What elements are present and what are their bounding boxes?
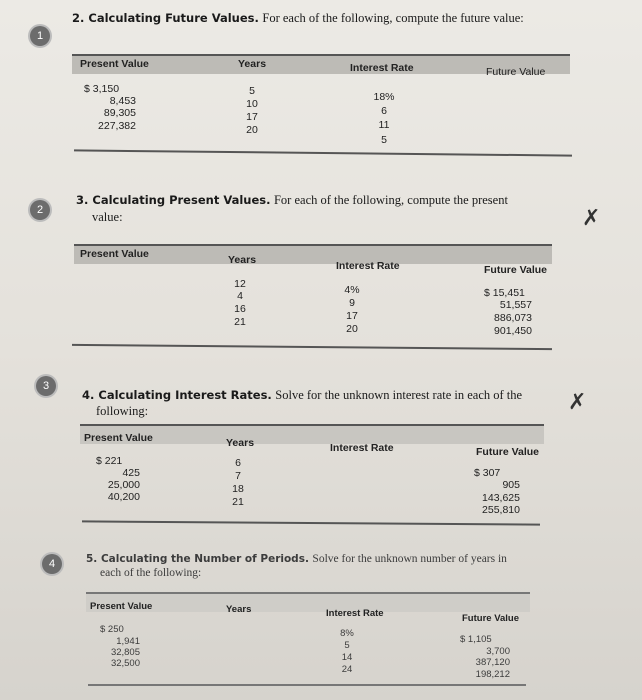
fv-cell: 387,120 (475, 657, 510, 668)
years-cell: 12 (234, 278, 246, 290)
rate-cell: 20 (346, 323, 358, 335)
table-bottom-rule (72, 344, 552, 350)
pv-cell: 32,805 (110, 647, 140, 658)
table-header-bar (86, 592, 530, 612)
fv-cell: 143,625 (482, 492, 520, 504)
pv-cell: 25,000 (107, 479, 140, 491)
pv-cell: $ 3,150 (84, 83, 120, 95)
problem-badge-2: 2 (30, 200, 50, 220)
section-title: 3. Calculating Present Values. (76, 193, 271, 207)
wrong-mark-icon: ✗ (582, 206, 601, 231)
table-bottom-rule (88, 684, 526, 686)
fv-cell: 901,450 (494, 325, 532, 337)
years-cell: 16 (234, 303, 246, 315)
pv-cell: 227,382 (98, 120, 136, 132)
rate-cell: 4% (344, 284, 360, 296)
col-interest-rate: Interest Rate (326, 608, 384, 619)
pv-cell: 89,305 (103, 107, 136, 119)
section-description: Solve for the unknown interest rate in each of the (275, 388, 523, 402)
col-interest-rate: Interest Rate (350, 62, 414, 74)
section-description-cont: each of the following: (100, 567, 202, 579)
years-cell: 17 (246, 111, 258, 123)
section-description: Solve for the unknown number of years in (312, 553, 507, 565)
pv-cell: $ 250 (100, 624, 124, 635)
rate-cell: 24 (341, 664, 353, 675)
col-years: Years (226, 604, 252, 615)
years-cell: 20 (246, 124, 258, 136)
pv-cell: $ 221 (96, 455, 123, 467)
section-heading (76, 192, 508, 208)
col-present-value: Present Value (80, 58, 149, 70)
wrong-mark-icon: ✗ (568, 390, 587, 415)
years-cell: 18 (232, 483, 244, 495)
rate-cell: 11 (378, 119, 390, 131)
rate-cell: 14 (341, 652, 353, 663)
section-description-cont: value: (92, 210, 123, 224)
section-title: 2. Calculating Future Values. (72, 11, 259, 25)
rate-cell: 18% (373, 91, 395, 103)
pv-cell: 32,500 (110, 658, 140, 669)
section-heading (72, 10, 524, 26)
col-future-value: Future Value (486, 66, 546, 78)
years-cell: 21 (232, 496, 244, 508)
fv-cell: 905 (502, 479, 520, 491)
fv-cell: 886,073 (494, 312, 532, 324)
pv-cell: 40,200 (107, 491, 140, 503)
section-title: 4. Calculating Interest Rates. (82, 388, 272, 402)
years-cell: 7 (235, 470, 241, 482)
problem-badge-1: 1 (30, 26, 50, 46)
rate-cell: 8% (340, 628, 354, 639)
pv-cell: 8,453 (109, 95, 136, 107)
pv-cell: 1,941 (116, 636, 140, 647)
years-cell: 21 (234, 316, 246, 328)
fv-cell: 3,700 (486, 646, 510, 657)
col-present-value: Present Value (80, 248, 149, 260)
section-description: For each of the following, compute the present (273, 193, 508, 207)
pv-cell: 425 (122, 467, 140, 479)
rate-cell: 5 (381, 134, 387, 146)
table-bottom-rule (82, 520, 540, 525)
col-future-value: Future Value (462, 613, 520, 624)
fv-cell: 198,212 (475, 669, 510, 680)
fv-cell: 51,557 (499, 299, 532, 311)
problem-badge-4: 4 (42, 554, 62, 574)
rate-cell: 17 (346, 310, 358, 322)
col-present-value: Present Value (84, 432, 153, 444)
col-future-value: Future Value (484, 264, 548, 276)
table-bottom-rule (74, 149, 572, 156)
section-title: 5. Calculating the Number of Periods. (86, 553, 309, 565)
years-cell: 4 (237, 290, 243, 302)
rate-cell: 9 (349, 297, 355, 309)
years-cell: 5 (249, 85, 255, 97)
years-cell: 10 (246, 98, 258, 110)
fv-cell: $ 1,105 (460, 634, 492, 645)
col-future-value: Future Value (476, 446, 540, 458)
col-interest-rate: Interest Rate (330, 442, 394, 454)
problem-badge-3: 3 (36, 376, 56, 396)
col-years: Years (226, 437, 255, 449)
fv-cell: $ 307 (474, 467, 501, 479)
fv-cell: $ 15,451 (484, 287, 525, 299)
rate-cell: 5 (344, 640, 350, 651)
rate-cell: 6 (381, 105, 387, 117)
section-description: For each of the following, compute the future value: (262, 11, 524, 25)
col-present-value: Present Value (90, 601, 153, 612)
col-years: Years (238, 58, 267, 70)
section-description-cont: following: (96, 404, 149, 418)
col-interest-rate: Interest Rate (336, 260, 400, 272)
fv-cell: 255,810 (482, 504, 520, 516)
section-heading (82, 387, 522, 403)
col-years: Years (228, 254, 257, 266)
years-cell: 6 (235, 457, 241, 469)
